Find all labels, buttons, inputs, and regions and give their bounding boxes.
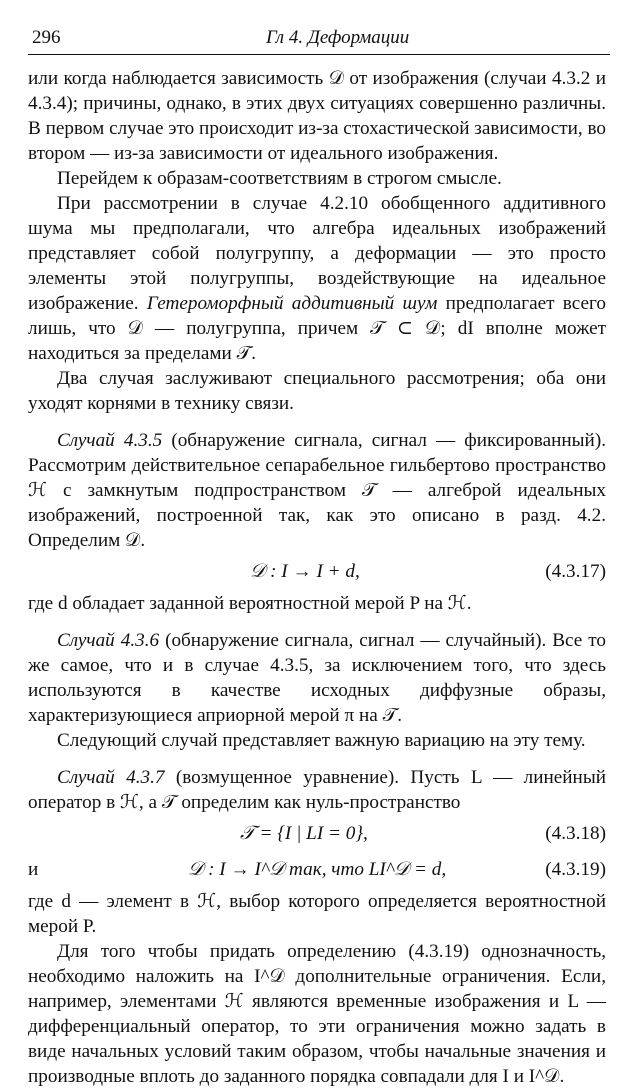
- defined-term: Гетероморфный аддитивный шум: [146, 293, 438, 314]
- paragraph: Следующий случай представляет важную вариацию на эту тему.: [57, 730, 586, 751]
- paragraph: Два случая заслуживают специального рассмотрения; оба они уходят корнями в технику связи.: [28, 368, 606, 414]
- case-paragraph: [28, 765, 606, 815]
- paragraph-text: предполагает всего лишь, что 𝒟 — полугруппа, причем 𝒯 ⊂ 𝒟; dI вполне может находиться за пределами 𝒯.: [28, 293, 606, 364]
- equation-conjunction: и: [28, 859, 39, 880]
- case-label: Случай 4.3.7: [57, 767, 165, 788]
- page-number: 296: [32, 27, 61, 48]
- equation-4-3-18: [28, 817, 606, 851]
- running-title: Гл 4. Деформации: [266, 27, 410, 48]
- case-text: (обнаружение сигнала, сигнал — фиксированный). Рассмотрим действительное сепарабельное гильбертово пространство ℋ с замкнутым подпространством 𝒯 — алгеброй идеальных изображений, построенной так, как это описано в разд. 4.2. Определим 𝒟.: [28, 430, 606, 551]
- case-paragraph: [28, 428, 606, 553]
- text-body: [28, 66, 606, 1089]
- equation-number: (4.3.17): [545, 561, 606, 582]
- paragraph: Перейдем к образам-соответствиям в строгом смысле.: [57, 168, 502, 189]
- equation-4-3-19: [28, 853, 606, 887]
- paragraph: где d — элемент в ℋ, выбор которого определяется вероятностной мерой P.: [28, 891, 606, 937]
- equation-expression: 𝒯 = {I | LI = 0},: [240, 823, 368, 844]
- equation-number: (4.3.18): [545, 823, 606, 844]
- paragraph: Для того чтобы придать определению (4.3.19) однозначность, необходимо наложить на I^𝒟 дополнительные ограничения. Если, например, элементами ℋ являются временные изображения и L — дифференциальный оператор, то эти ограничения можно задать в виде начальных условий таким образом, чтобы начальные значения и производные вплоть до заданного порядка совпадали для I и I^𝒟.: [28, 941, 606, 1087]
- equation-expression: 𝒟 : I → I^𝒟 так, что LI^𝒟 = d,: [188, 859, 447, 880]
- paragraph: где d обладает заданной вероятностной мерой P на ℋ.: [28, 593, 472, 614]
- equation-expression: 𝒟 : I → I + d,: [250, 561, 360, 582]
- case-text: (возмущенное уравнение). Пусть L — линейный оператор в ℋ, а 𝒯 определим как нуль-пространство: [28, 767, 606, 813]
- page-header: [28, 26, 610, 55]
- paragraph-continuation: или когда наблюдается зависимость 𝒟 от изображения (случаи 4.3.2 и 4.3.4); причины, однако, в этих двух ситуациях совершенно различны. В первом случае это происходит из-за стохастической зависимости, во втором — из-за зависимости от идеального изображения.: [28, 68, 606, 164]
- case-text: (обнаружение сигнала, сигнал — случайный). Все то же самое, что и в случае 4.3.5, за исключением того, что здесь используются в качестве исходных диффузные образы, характеризующиеся априорной мерой π на 𝒯.: [28, 630, 606, 726]
- paragraph-text: При рассмотрении в случае 4.2.10 обобщенного аддитивного шума мы предполагали, что алгебра идеальных изображений представляет собой полугруппу, а деформации — это просто элементы этой полугруппы, воздействующие на идеальное изображение.: [28, 193, 606, 314]
- case-label: Случай 4.3.5: [57, 430, 163, 451]
- case-label: Случай 4.3.6: [57, 630, 160, 651]
- paragraph: [28, 191, 606, 366]
- case-paragraph: [28, 628, 606, 728]
- equation-4-3-17: [28, 555, 606, 589]
- equation-number: (4.3.19): [545, 859, 606, 880]
